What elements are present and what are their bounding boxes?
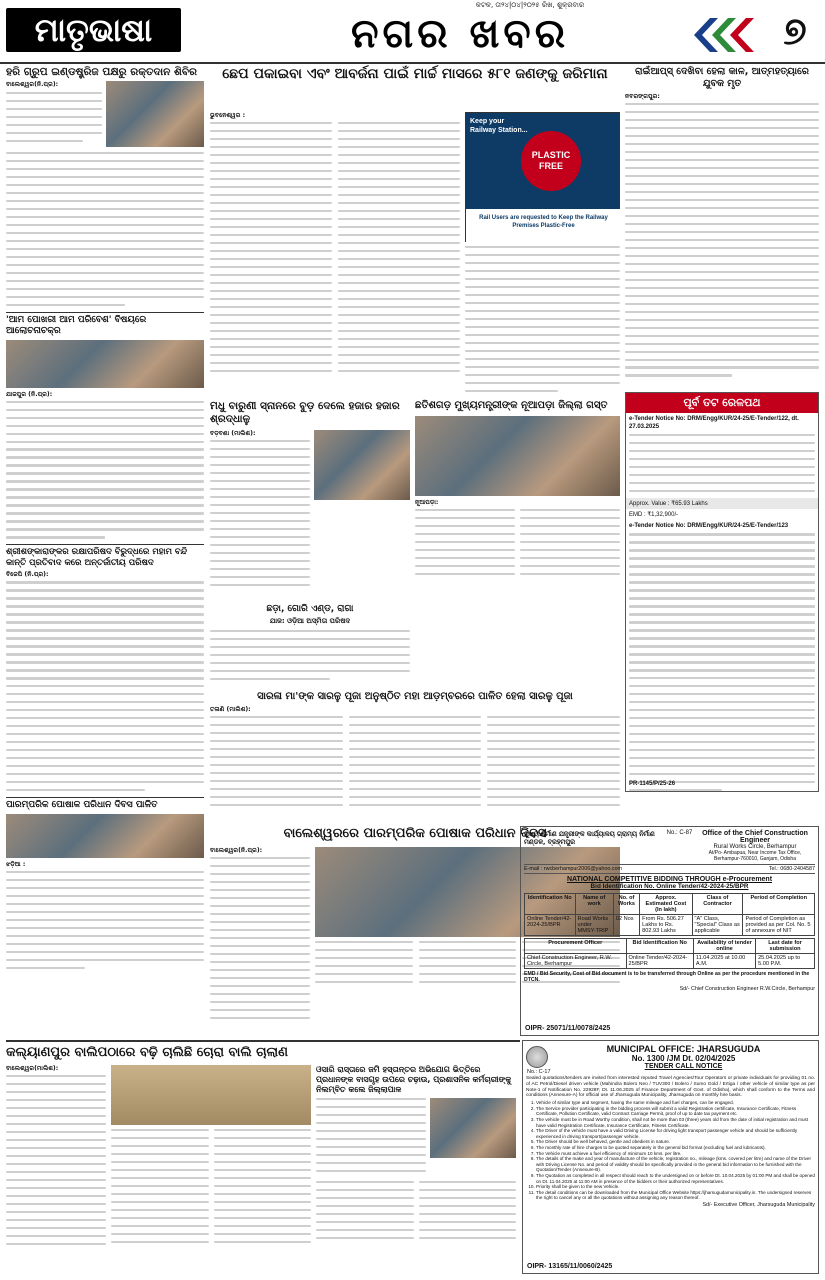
story-e-title: ସାରଳା ମା'ଙ୍କ ସାରଳୁ ପୂଜା ଅନୁଷ୍ଠିତ ମହା ଆଡ଼ମ୍ବରରେ ପାଳିତ ହେଲା ସାରଳୁ ପୂଜା	[257, 691, 573, 702]
story3-body	[6, 581, 204, 791]
cce-col2: Bid Identification No	[626, 939, 693, 954]
cce-header-en2: Rural Works Circle, Berhampur	[713, 844, 797, 850]
main-headline: ଛେପ ପକାଇବା ଏବଂ ଆବର୍ଜନା ପାଇଁ ମାର୍ଚ୍ଚ ମାସରେ ୫୮୧ ଜଣଙ୍କୁ ଜରିମାନା	[222, 66, 608, 82]
cce-note: EMD / Bid Security, Cost of Bid document is to be transferred through Online as per the procedure mentioned in the DTCN.	[524, 971, 810, 984]
story-d	[210, 604, 410, 684]
cce-header-en: Office of the Chief Construction Engineer	[702, 830, 808, 844]
bottom-mid-body	[316, 1098, 426, 1178]
right-column	[625, 66, 819, 386]
masthead-divider	[0, 62, 825, 64]
municipal-item: 6. The monthly rate of hire charges to be quoted separately in the general bid format (excluding fuel and lubricants).	[536, 1145, 815, 1151]
story-b-title: ମଧୁ ବାରୁଣୀ ସ୍ନାନରେ ବୁଡ଼ ଦେଲେ ହଜାର ହଜାର ଶ୍ରଦ୍ଧାଳୁ	[210, 400, 400, 425]
story-b-dateline: ବଡ଼ବଣା (ମାଲିଶ):	[210, 430, 256, 437]
story2-title: 'ଆମ ପୋଖରୀ ଆମ ପରିବେଶ' ବିଷୟରେ ଆଲୋଚନାଚକ୍ର	[6, 312, 204, 337]
cce-col: Approx. Estimated Cost (In lakh)	[640, 894, 692, 915]
cce-cell: "A" Class, "Special" Class as applicable	[692, 915, 743, 936]
main-body	[210, 122, 460, 378]
right-story-body	[625, 103, 819, 377]
story3-dateline: ବିଜେପି (ନି.ପ୍ର):	[6, 571, 49, 579]
plastic-free-poster	[465, 112, 620, 242]
cce-oipr: OIPR- 25071/11/0078/2425	[525, 1025, 611, 1032]
cce-tel: Tel.: 0680-2404587	[768, 866, 815, 872]
section-title: ନଗର ଖବର	[350, 11, 570, 57]
municipal-title: MUNICIPAL OFFICE: JHARSUGUDA	[606, 1044, 761, 1054]
municipal-tender-ad	[522, 1040, 819, 1274]
page-number: ୭	[783, 9, 807, 53]
chevron-icon	[690, 16, 760, 54]
municipal-item: 8. The details of the make and year of manufacture of the vehicle, registration no., mileage (kms. covered per litre) and name of the Driver with Driving License No. and period of validity should be specifically provided in the general bid information to be furnished with the Quotation/Tender (Annexure-B).	[536, 1156, 815, 1173]
railway-ad-footer: PR-1145/P/25-26	[629, 781, 676, 787]
railway-ad-body2	[626, 533, 818, 791]
municipal-item: 3. The vehicle must be in Road Worthy condition, shall not be more than 03 (three) years old from the date of initial registration and must have valid Registration Certificate, Insurance Certificate, Fitness Certificate.	[536, 1117, 815, 1128]
bottom-mid-title: ଓସାରି ରାସ୍ତାରେ ଜମି ହସ୍ତାନ୍ତର ଅଭିଯୋଗ ଭିତ୍ତିରେ ପ୍ରଧାନଙ୍କ ବାସଗୃହ ଉପରେ ଚଢ଼ାଉ, ପ୍ରଶାସନିକ କର୍ମଚାରୀଙ୍କୁ ନିଲମ୍ବିତ କଲେ ଜିଲ୍ଲାପାଳ	[316, 1065, 512, 1094]
story-b	[210, 400, 410, 600]
story-c	[415, 400, 620, 600]
cce-cell: Road Works under MMSY-TRIP	[575, 915, 613, 936]
municipal-code: No.: C-17	[527, 1069, 551, 1075]
story-e	[210, 690, 620, 820]
railway-tender-ad	[625, 392, 819, 792]
story4-photo	[6, 814, 204, 858]
dateline: କଟକ, ତା୨୪|୦୪|୨୦୨୫ ରିଖ, ଶୁକ୍ରବାର	[475, 1, 585, 9]
cce-col: Period of Completion	[743, 894, 815, 915]
railway-ad-header: ପୂର୍ବ ତଟ ରେଳପଥ	[626, 393, 818, 413]
cce-sign: Sd/- Chief Construction Engineer R.W.Circle, Berhampur	[679, 985, 815, 992]
story-b-body	[210, 440, 310, 586]
cce-cell2: Online Tender/42-2024-25/BPR	[626, 954, 693, 969]
municipal-sign: Sd/- Executive Officer, Jharsuguda Municipality	[702, 1201, 815, 1208]
story-f-body	[210, 857, 310, 1019]
cce-cell2: 11.04.2025 at 10.00 A.M.	[693, 954, 755, 969]
cce-col: Identification No	[525, 894, 576, 915]
municipal-subtitle: TENDER CALL NOTICE	[644, 1063, 723, 1070]
municipal-notice: No. 1300 /JM Dt. 02/04/2025	[631, 1054, 736, 1063]
plastic-free-badge: PLASTIC FREE	[521, 131, 581, 191]
railway-ad-value: Approx. Value : ₹65.93 Lakhs	[626, 498, 818, 509]
cce-col2: Last date for submission	[756, 939, 815, 954]
story1-dateline: ବାଲେଶ୍ୱର(ନି.ପ୍ର):	[6, 81, 59, 88]
story1-body	[6, 92, 102, 142]
railway-ad-tender1: e-Tender Notice No: DRM/Engg/KUR/24-25/E-Tender/122, dt. 27.03.2025	[629, 416, 799, 430]
cce-col2: Availability of tender online	[693, 939, 755, 954]
story-d-body	[210, 630, 410, 680]
story-e-body	[210, 716, 620, 812]
bottom-mid-photo	[430, 1098, 516, 1158]
story-c-dateline: ନୂଆପଡ଼ା:	[415, 499, 439, 506]
bottom-left-body2	[111, 1129, 311, 1249]
municipal-item: 5. The Driver should be well behaved, gentle and obedient in nature.	[536, 1139, 815, 1145]
story2-body	[6, 401, 204, 539]
bottom-mid-body2	[316, 1181, 516, 1245]
municipal-oipr: OIPR- 13165/11/0060/2425	[527, 1263, 613, 1270]
bottom-left-story	[6, 1040, 520, 1274]
story2-dateline: ଯାଜପୁର (ନି.ପ୍ର):	[6, 390, 53, 398]
cce-col2: Procurement Officer	[525, 939, 627, 954]
cce-tender-ad	[520, 826, 819, 1036]
story-c-title: ଛତିଶଗଡ଼ ମୁଖ୍ୟମନ୍ତ୍ରୀଙ୍କ ନୂଆପଡ଼ା ଜିଲ୍ଲା ଗସ୍ତ	[415, 400, 608, 411]
story1-photo	[106, 81, 204, 147]
story3-title: ଶ୍ରୀଶଙ୍କାରାଙ୍କର ରକ୍ଷାପରିଷଦ ବିରୁଦ୍ଧରେ ମହାମ ବନ୍ଦି କାନ୍ତି ପ୍ରତିବାଦ କରେ ଅନ୍ତର୍ଜାତୀୟ ପରିଷଦ	[6, 544, 204, 568]
cce-col: No. of Works	[613, 894, 639, 915]
cce-title: NATIONAL COMPETITIVE BIDDING THROUGH e-Procurement	[566, 876, 773, 883]
masthead-logo: ମାତୃଭାଷା	[6, 8, 181, 52]
railway-ad-emd: EMD : ₹1,32,900/-	[629, 511, 679, 518]
cce-table	[524, 893, 815, 936]
cce-table2	[524, 938, 815, 969]
municipal-body: Sealed quotations/tenders are invited from interested reputed Travel Agencies/Tour Operators or private individuals for providing 01 no. of AC Petrol/Diesel driven vehicle (Mahindra Bolero Neo / TUV300 / Bolero / Sumo Gold / Ertiga / other vehicle of similar type as per Note-1 of Notification No. 22928F, Dt. 11.06.2025 of Finance Department of Govt. of Odisha), which shall conform to the Terms and conditions (Annexure-A) for official use of Jharsuguda Municipality, Jharsuguda on monthly hire basis.	[526, 1076, 815, 1099]
municipal-item: 7. The Vehicle must achieve a fuel efficiency of minimum 10 kms. per litre.	[536, 1151, 815, 1157]
municipal-item: 4. The Driver of the vehicle must have a valid Driving License for driving light transport passenger vehicle and should be sufficiently experienced in driving transport/passenger vehicle.	[536, 1128, 815, 1139]
poster-caption: Rail Users are requested to Keep the Railway Premises Plastic-Free	[466, 209, 621, 243]
story-d-title: ଛଡ଼ା, ଗୋରି ଏଣ୍ଡ, ରାଗା	[266, 604, 354, 614]
municipal-item: 1. Vehicle of similar type and segment, having the same mileage and fuel charges, can be engaged.	[536, 1100, 815, 1106]
main-story	[210, 66, 620, 396]
main-body-right	[465, 246, 620, 392]
municipal-list	[526, 1100, 815, 1201]
cce-cell2: 25.04.2025 up to 5.00 P.M.	[756, 954, 815, 969]
story4-title: ପାରମ୍ପରିକ ପୋଷାକ ପରିଧାନ ଦିବସ ପାଳିତ	[6, 797, 204, 811]
cce-email: E-mail : rwcberhampur2006@yahoo.com	[524, 866, 623, 872]
municipal-emblem-icon	[526, 1046, 548, 1068]
cce-cell: Period of Completion as provided as per Col. No. 5 of annexure of NIT	[743, 915, 815, 936]
poster-text: Keep your Railway Station...	[470, 118, 528, 134]
story-c-body	[415, 509, 620, 581]
bottom-left-dateline: ବାଲେଶ୍ୱର(ମାଲିଶ):	[6, 1065, 59, 1072]
story-d-sub: ଯାଜ: ଓଡ଼ିଆ ଅସ୍ମିତା ପରିଷଦ	[269, 617, 351, 625]
bottom-left-photo	[111, 1065, 311, 1125]
municipal-item: 10. Priority shall be given to the new Vehicle.	[536, 1184, 815, 1190]
cce-col: Class of Contractor	[692, 894, 743, 915]
story1-title: ହରି ଗ୍ରୁପ ଇଣ୍ଡଷ୍ଟ୍ରିଜ ପକ୍ଷରୁ ରକ୍ତଦାନ ଶିବିର	[6, 66, 197, 78]
right-story-dateline: ନବରଙ୍ଗପୁର:	[625, 93, 660, 100]
cce-subtitle: Bid Identification No. Online Tender/42-2024-25/BPR	[590, 883, 749, 890]
cce-address: At/Po- Ambapua, Near Income Tax Office, Berhampur-760010, Ganjam, Odisha	[708, 850, 802, 862]
cce-cell: From Rs. 506.27 Lakhs to Rs. 802.93 Lakhs	[640, 915, 692, 936]
story1-body-cont	[6, 152, 204, 306]
cce-notice-no: No.: C-87	[666, 830, 693, 836]
story-f-title: ବାଲେଶ୍ୱରରେ ପାରମ୍ପରିକ ପୋଷାକ ପରିଧାନ ଦିବସ	[283, 826, 547, 841]
bottom-left-title: କଲ୍ୟାଣପୁର ବାଲିପଠାରେ ବଢ଼ି ଚାଲିଛି ଚୋରା ବାଲି ଚାଲାଣ	[6, 1045, 288, 1060]
bottom-left-body	[6, 1075, 106, 1245]
cce-col: Name of work	[575, 894, 613, 915]
railway-ad-body	[626, 434, 818, 492]
story-b-photo	[314, 430, 410, 500]
cce-header-or: ମୁଖ୍ୟ ନିର୍ମାଣ ଯନ୍ତ୍ରୀଙ୍କ କାର୍ଯ୍ୟାଳୟ ଗ୍ରାମ୍ୟ ନିର୍ମାଣ ମଣ୍ଡଳ, ବ୍ରହ୍ମପୁର	[524, 830, 655, 846]
main-dateline: ଭୁବନେଶ୍ୱର :	[210, 112, 246, 119]
railway-ad-tender2: e-Tender Notice No: DRM/Engg/KUR/24-25/E-Tender/123	[629, 522, 789, 529]
story-e-dateline: ତଳାଣି (ମାଲିଶ):	[210, 706, 251, 713]
story4-body	[6, 871, 204, 969]
right-story-title: ରାଇଁଆପ୍ସ୍ ଦେଖିବା ହେଲା କାଳ, ଆତ୍ମହତ୍ୟାରେ ଯୁବକ ମୃତ	[635, 66, 809, 89]
story2-photo	[6, 340, 204, 388]
story-f-dateline: ବାଲେଶ୍ୱର(ନି.ପ୍ର):	[210, 847, 263, 854]
cce-cell: Online Tender/42-2024-25/BPR	[525, 915, 576, 936]
story4-dateline: ଝଡ଼ିଆ :	[6, 860, 26, 868]
cce-cell2: Chief Construction Engineer, R.W. Circle, Berhampur	[525, 954, 627, 969]
story-c-photo	[415, 416, 620, 496]
masthead	[0, 0, 825, 62]
municipal-item: 11. The detail conditions can be downloaded from the Municipal Office Website https://jharsugudamunicipality.in. The undersigned reserves the right to cancel any or all the quotations without assigning any reason thereof.	[536, 1190, 815, 1201]
municipal-item: 9. The Quotation as completed in all respect should reach to the undersigned on or before Dt. 10.04.2025 by 01:00 PM and shall be opened on Dt. 11.04.2025 at 11:00 AM in presence of the bidders or their authorized representatives.	[536, 1173, 815, 1184]
municipal-item: 2. The Service provider participating in the bidding process will submit a valid Registration certificate, Insurance Certificate, Fitness Certificate, Pollution Certificate, valid Contract Carriage Permit, proof of up to date tax payment etc.	[536, 1106, 815, 1117]
cce-cell: 02 Nos	[613, 915, 639, 936]
